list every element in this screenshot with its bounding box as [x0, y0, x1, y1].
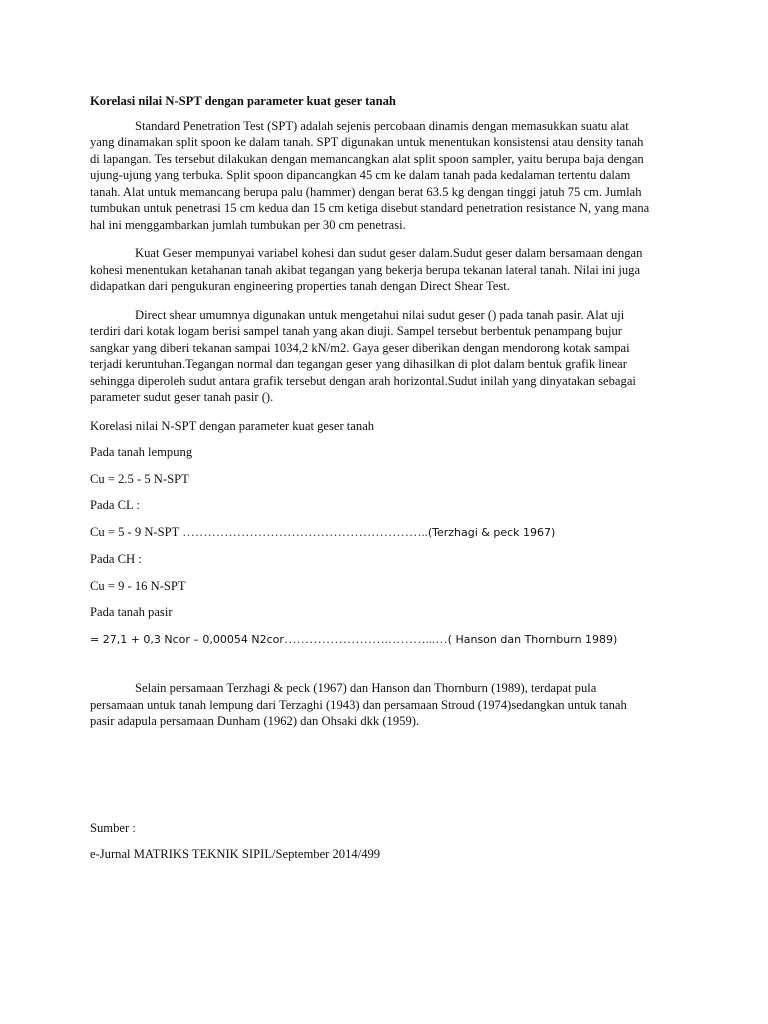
- text-line: tumbukan untuk penetrasi 15 cm kedua dan 15 cm ketiga disebut standard penetration resistance N, yang mana: [90, 201, 650, 215]
- text-line: pasir adapula persamaan Dunham (1962) dan Ohsaki dkk (1959).: [90, 714, 420, 728]
- source-label: Sumber :: [90, 820, 136, 835]
- text-line: sehingga diperoleh sudut antara grafik tersebut dengan arah horizontal.Sudut inilah yang dinyatakan sebagai: [90, 373, 636, 388]
- text-line: hal ini menggambarkan jumlah tumbukan per 30 cm penetrasi.: [90, 217, 406, 232]
- section-subtitle: Korelasi nilai N-SPT dengan parameter kuat geser tanah: [90, 418, 375, 433]
- cl-reference: (Terzhagi & peck 1967): [427, 525, 556, 539]
- text-line: Kuat Geser mempunyai variabel kohesi dan sudut geser dalam.Sudut geser dalam bersamaan dengan: [135, 246, 643, 260]
- pasir-label: Pada tanah pasir: [90, 605, 173, 619]
- text-line: terjadi keruntuhan.Tegangan normal dan tegangan geser yang dihasilkan di plot dalam bentuk grafik linear: [90, 357, 627, 371]
- ch-label: Pada CH :: [90, 552, 142, 566]
- text-line: Selain persamaan Terzhagi & peck (1967) dan Hanson dan Thornburn (1989), terdapat pula: [135, 681, 597, 695]
- paragraph-direct-shear: [90, 307, 688, 406]
- document-title: Korelasi nilai N-SPT dengan parameter kuat geser tanah: [90, 94, 396, 108]
- paragraph-spt: [90, 118, 688, 234]
- cl-equation: Cu = 5 - 9 N-SPT: [90, 524, 180, 539]
- text-line: ujung-ujung yang terbuka. Split spoon dipancangkan 45 cm ke dalam tanah pada kedalaman tertentu dalam: [90, 168, 631, 182]
- paragraph-persamaan-lain: [90, 680, 688, 730]
- text-line: yang dinamakan split spoon ke dalam tanah. SPT digunakan untuk menentukan konsistensi atau density tanah: [90, 135, 644, 149]
- pasir-equation-line: [90, 631, 688, 649]
- text-line: persamaan untuk tanah lempung dari Terzaghi (1943) dan persamaan Stroud (1974)sedangkan untuk tanah: [90, 697, 627, 712]
- leader-dots: …………………….………...…: [283, 631, 448, 646]
- cl-label: Pada CL :: [90, 498, 140, 512]
- pasir-equation: = 27,1 + 0,3 Ncor – 0,00054 N2cor: [90, 632, 284, 646]
- text-line: parameter sudut geser tanah pasir ().: [90, 390, 274, 404]
- text-line: sangkar yang diberi tekanan sampai 1034,2 kN/m2. Gaya geser diberikan dengan mendorong kotak sampai: [90, 340, 630, 355]
- pasir-reference: ( Hanson dan Thornburn 1989): [447, 632, 618, 646]
- text-line: kohesi menentukan ketahanan tanah akibat tegangan yang bekerja berupa tekanan lateral tanah. Nilai ini juga: [90, 262, 641, 277]
- ch-equation: Cu = 9 - 16 N-SPT: [90, 578, 186, 593]
- paragraph-kuat-geser: [90, 245, 688, 295]
- text-line: Direct shear umumnya digunakan untuk mengetahui nilai sudut geser () pada tanah pasir. Alat uji: [135, 307, 625, 322]
- leader-dots: …………………………………………………..: [182, 524, 428, 539]
- lempung-equation: Cu = 2.5 - 5 N-SPT: [90, 471, 189, 486]
- text-line: Standard Penetration Test (SPT) adalah sejenis percobaan dinamis dengan memasukkan suatu alat: [135, 118, 629, 133]
- lempung-label: Pada tanah lempung: [90, 445, 193, 459]
- cl-equation-line: [90, 524, 688, 542]
- text-line: tanah. Alat untuk memancang berupa palu (hammer) dengan berat 63.5 kg dengan tinggi jatuh 75 cm. Jumlah: [90, 184, 642, 199]
- text-line: terdiri dari kotak logam berisi sampel tanah yang akan diuji. Sampel tersebut berbentuk penampang bujur: [90, 324, 622, 338]
- source-citation: e-Jurnal MATRIKS TEKNIK SIPIL/September 2014/499: [90, 847, 381, 861]
- text-line: di lapangan. Tes tersebut dilakukan dengan memancangkan alat split spoon sampler, yaitu berupa baja dengan: [90, 151, 644, 166]
- text-line: didapatkan dari pengukuran engineering properties tanah dengan Direct Shear Test.: [90, 279, 510, 293]
